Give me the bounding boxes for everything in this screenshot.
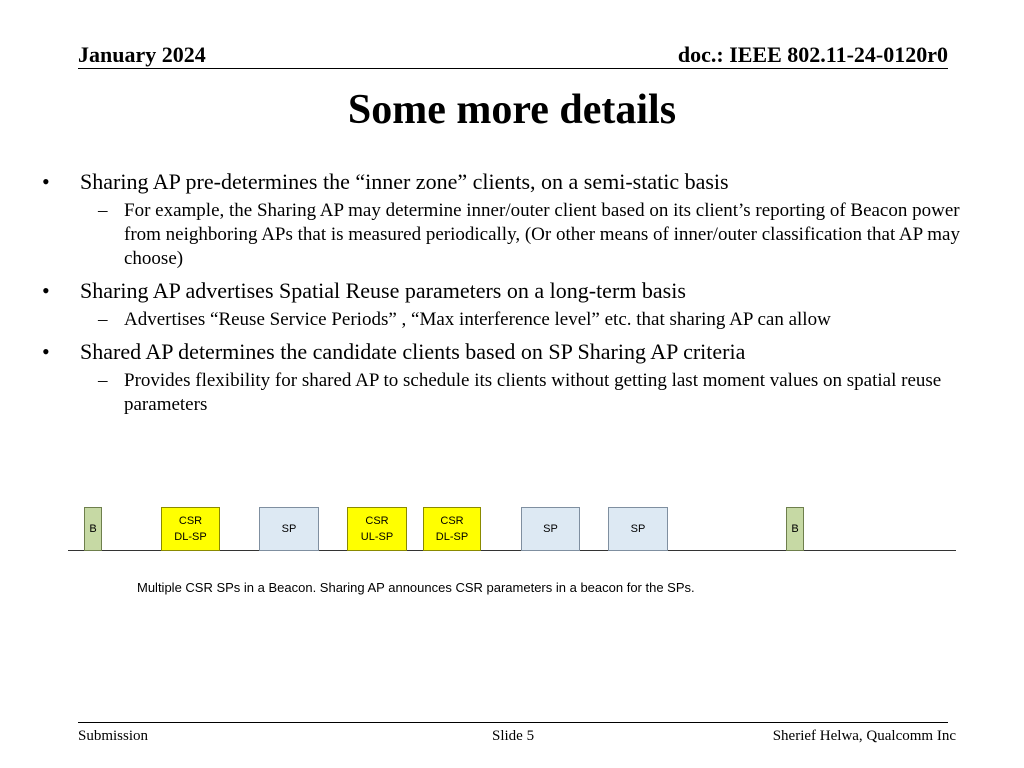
sub-bullet-item (0, 308, 1024, 332)
sub-bullet-item (0, 199, 1024, 271)
sub-bullet-text: Provides flexibility for shared AP to schedule its clients without getting last moment values on spatial reuse parameters (124, 370, 942, 415)
diagram-caption: Multiple CSR SPs in a Beacon. Sharing AP announces CSR parameters in a beacon for the SPs. (137, 580, 695, 595)
bullet-text: Sharing AP pre-determines the “inner zone” clients, on a semi-static basis (80, 169, 729, 194)
header-doc-id: doc.: IEEE 802.11-24-0120r0 (677, 42, 948, 67)
sub-bullet-text: Advertises “Reuse Service Periods” , “Max interference level” etc. that sharing AP can allow (124, 309, 831, 330)
footer-submission: Submission (78, 728, 149, 744)
beacon-block (786, 507, 804, 551)
csr-ul-sp-block (347, 507, 407, 551)
bullet-text: Sharing AP advertises Spatial Reuse parameters on a long-term basis (80, 278, 686, 303)
block-label: SP (281, 523, 297, 535)
bullet-icon: • (42, 278, 50, 303)
block-label: CSR DL-SP (435, 515, 469, 543)
footer-author: Sherief Helwa, Qualcomm Inc (772, 728, 956, 744)
block-label: B (791, 523, 799, 535)
header-date: January 2024 (78, 42, 206, 67)
footer-rule (78, 722, 948, 723)
bullet-icon: • (42, 169, 50, 194)
sp-block (259, 507, 319, 551)
bullet-list (0, 168, 1024, 423)
block-label: SP (630, 523, 646, 535)
sp-block (608, 507, 668, 551)
dash-icon: – (98, 200, 108, 221)
csr-dl-sp-block (423, 507, 481, 551)
bullet-text: Shared AP determines the candidate clients based on SP Sharing AP criteria (80, 339, 746, 364)
beacon-block (84, 507, 102, 551)
sub-bullet-text: For example, the Sharing AP may determine inner/outer client based on its client’s reporting of Beacon power from neighboring APs that is measured periodically, (Or other means of inner/outer classification that AP may choose) (124, 200, 960, 269)
bullet-item (0, 168, 1024, 196)
bullet-icon: • (42, 339, 50, 364)
bullet-item (0, 338, 1024, 366)
block-label: CSR DL-SP (174, 515, 207, 543)
dash-icon: – (98, 370, 108, 391)
sp-block (521, 507, 580, 551)
block-label: CSR UL-SP (360, 515, 394, 543)
block-label: SP (543, 523, 558, 535)
footer-slide-number: Slide 5 (492, 728, 535, 744)
block-label: B (89, 523, 97, 535)
sub-bullet-item (0, 369, 1024, 417)
bullet-item (0, 277, 1024, 305)
csr-dl-sp-block (161, 507, 220, 551)
slide-title: Some more details (347, 87, 677, 133)
header-rule (78, 68, 948, 69)
dash-icon: – (98, 309, 108, 330)
